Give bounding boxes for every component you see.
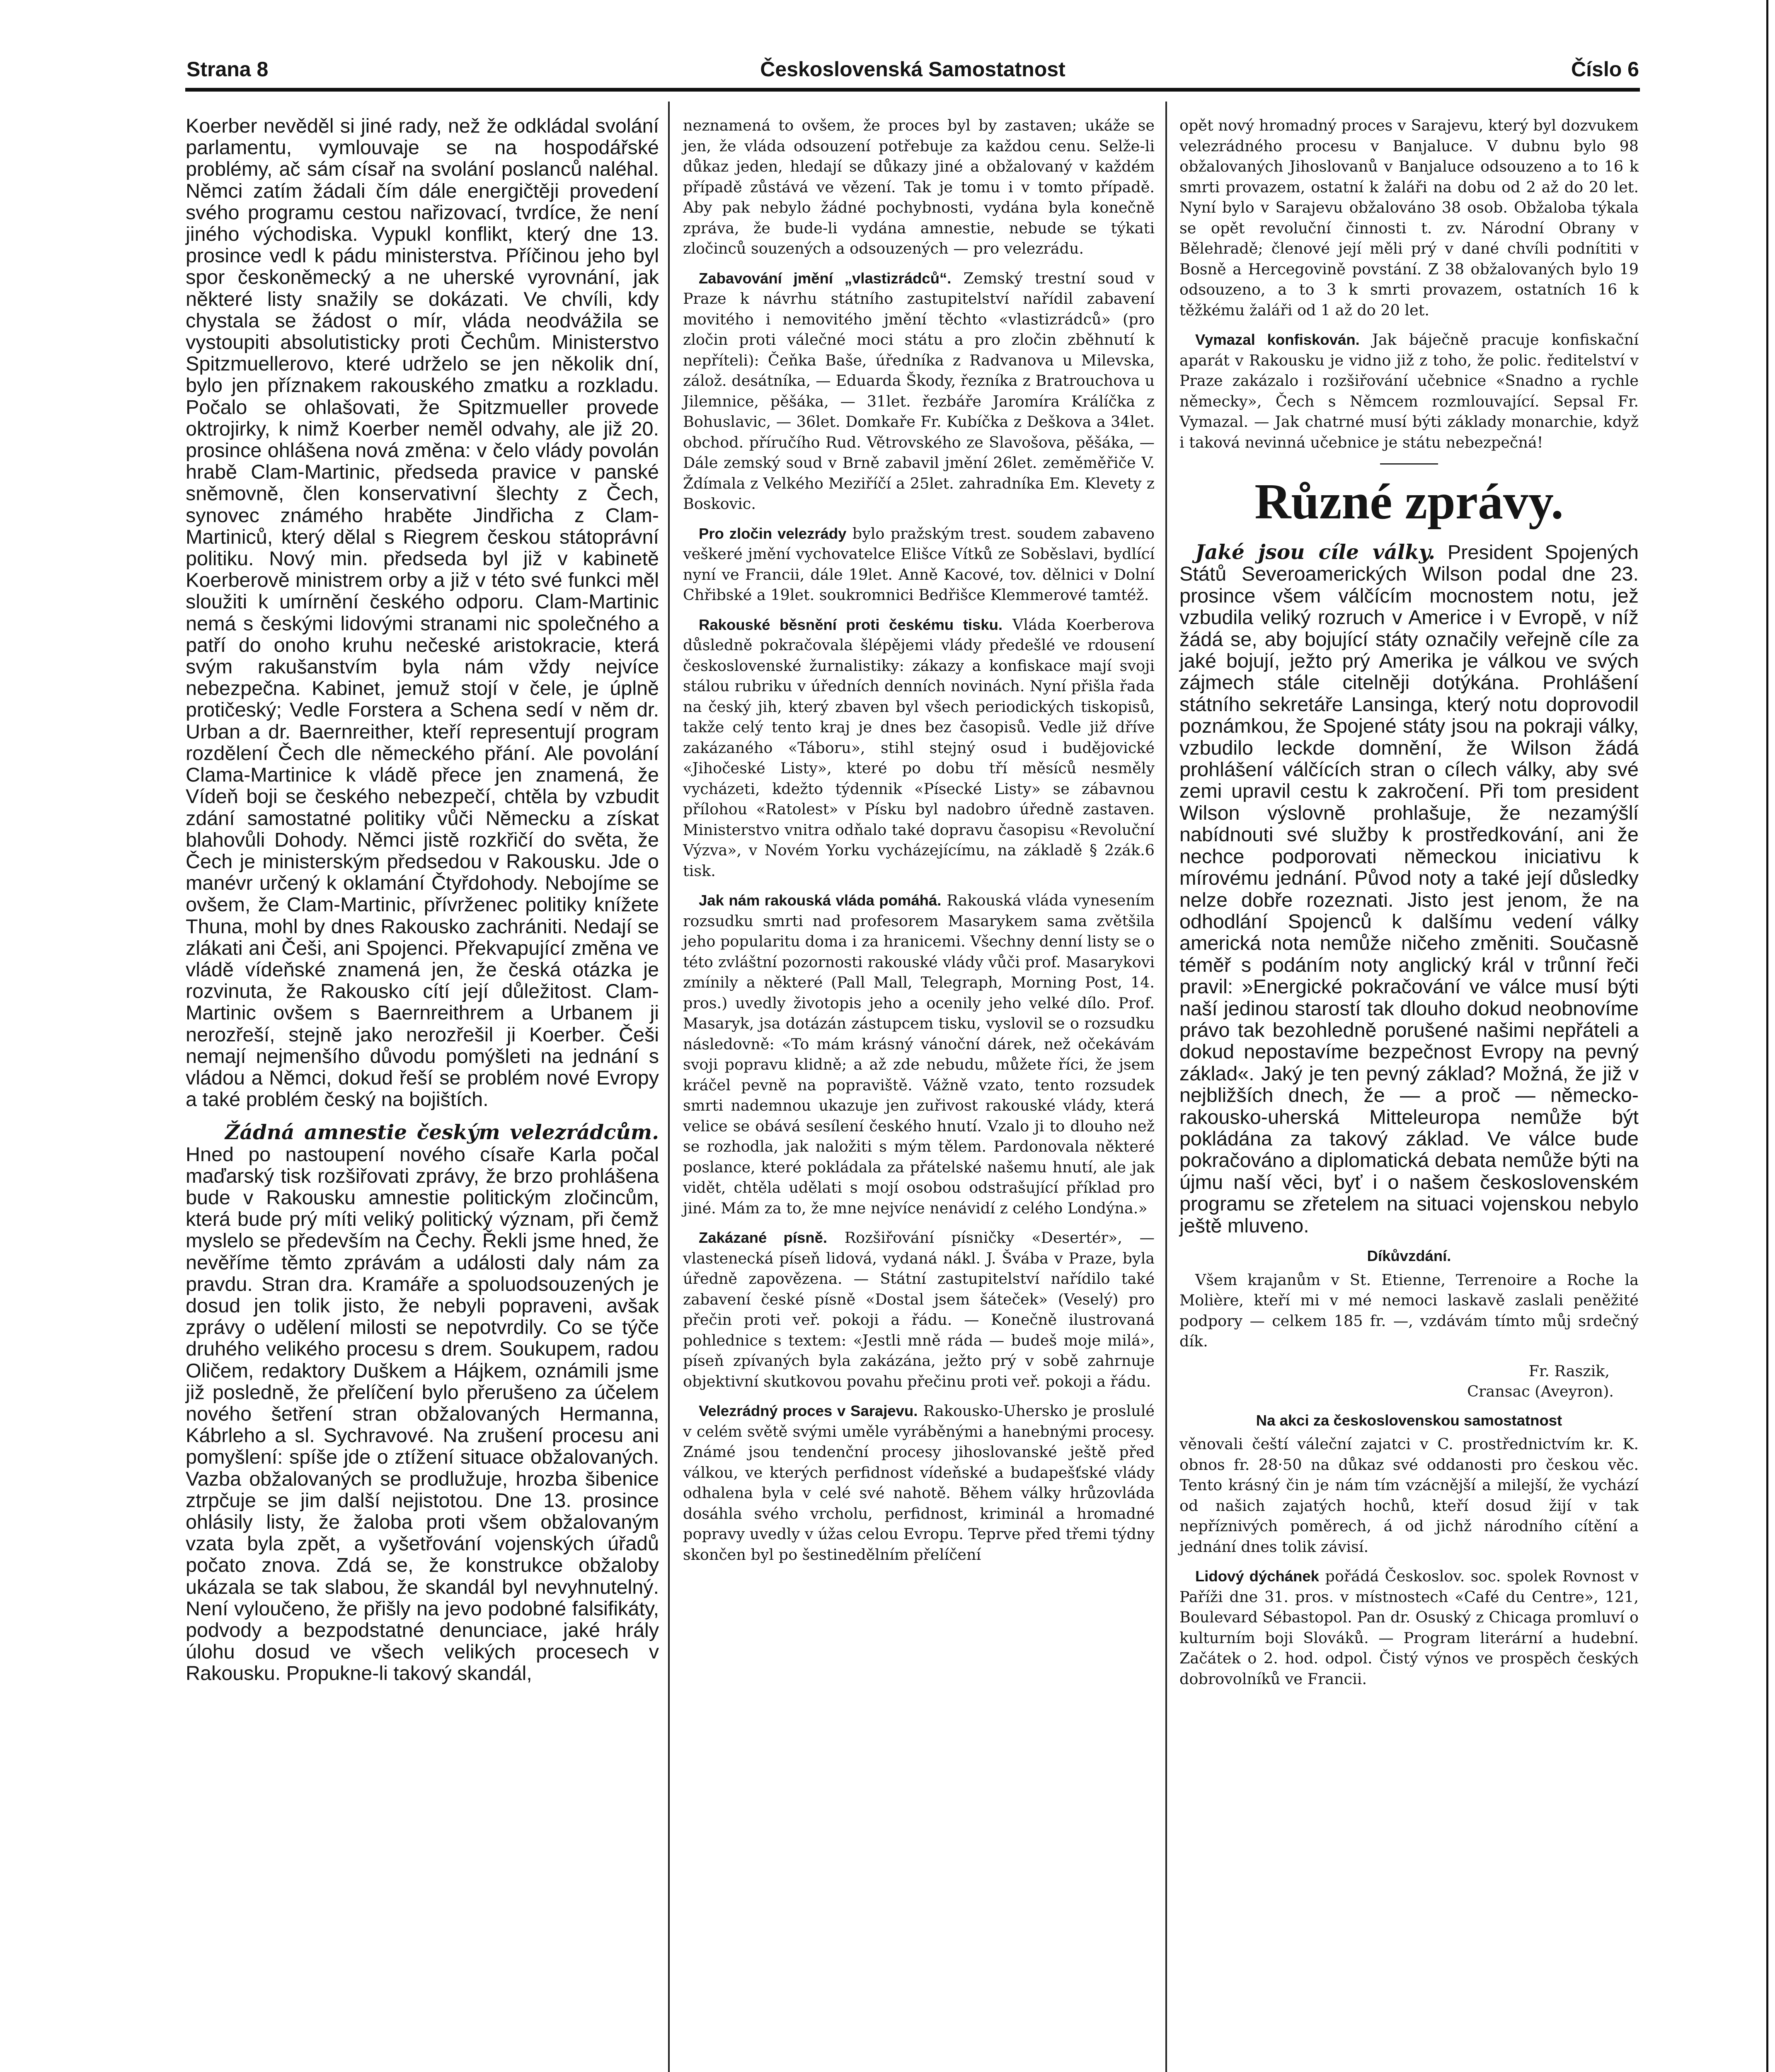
page-header xyxy=(186,57,1639,86)
section-separator xyxy=(1380,463,1438,465)
article-sarajevo xyxy=(683,1401,1155,1565)
article-zabavovani xyxy=(683,268,1155,514)
header-rule xyxy=(185,88,1640,92)
article-sarajevo-title: Velezrádný proces v Sarajevu. xyxy=(699,1402,918,1419)
article-vymazal-text: Jak báječně pracuje konfiskační aparát v Rakousku je vidno již z toho, že polic. ředitelství v Praze zakázalo i rozšiřování učebnice «Snadno a rychle německy», Čech s Němcem rozmlouvající. Sepsal Fr. Vymazal. — Jak chatrné musí býti základy monarchie, když i taková nevinná učebnice je státu nebezpečná! xyxy=(1179,331,1639,451)
article-koerber-text: Koerber nevěděl si jiné rady, než že odkládal svolání parlamentu, vymlouvaje se na hospodářské problémy, ač sám císař na svolání poslanců naléhal. Němci zatím žádali čím dále energičtěji provedení svého programu cestou nařizovací, tvrdíce, že není jiného východiska. Vypukl konflikt, který dne 13. prosince vedl k pádu ministerstva. Příčinou jeho byl spor českoněmecký a ne uherské vyrovnání, jak některé listy snažily se dokázati. Ve chvíli, kdy chystala se žádost o mír, vláda neodvážila se vystoupiti absolutisticky proti Čechům. Ministerstvo Spitzmuellerovo, které udrželo se jen několik dní, bylo jen příznakem rakouského zmatku a rozkladu. Počalo se ohlašovati, že Spitzmueller provede oktrojirky, k nimž Koerber neměl odvahy, ale již 20. prosince ohlášena nová změna: v čelo vlády povolán hrabě Clam-Martinic, předseda pravice v panské sněmovně, člen konservativní šlechty z Čech, synovec známého hraběte Jindřicha z Clam-Martiniců, který dělal s Riegrem českou státoprávní politiku. Nový min. předseda byl již v kabinetě Koerberově ministrem orby a již v této své funkci měl sloužiti k umírnění českého odporu. Clam-Martinic nemá s českými lidovými stranami nic společného a patří do onoho kruhu nečeské aristokracie, která svým rakušanstvím byla nám vždy nejvíce nebezpečna. Kabinet, jemuž stojí v čele, je úplně protičeský; Vedle Forstera a Schena sedí v něm dr. Urban a dr. Baernreither, kteří representují program rozdělení Čech dle německého přání. Ale povolání Clama-Martinice k vládě přece jen znamená, že Vídeň boji se českého nebezpečí, chtěla by vzbudit zdání samostatné politiky vůči Německu a získat blahovůli Dohody. Němci jistě rozkřičí do světa, že Čech je ministerským předsedou v Rakousku. Jde o manévr určený k oklamání Čtyřdohody. Nebojíme se ovšem, že Clam-Martinic, přívrženec politiky knížete Thuna, mohl by dnes Rakousko zachrániti. Nedají se zlákati ani Češi, ani Spojenci. Překvapující změna ve vládě vídeňské znamená jen, že česká otázka je rozvinuta, že Rakousko cítí její důležitost. Clam-Martinic ovšem s Baernreithrem a Urbanem ji nerozřeší, stejně jako nerozřešil ji Koerber. Češi nemají nejmenšího důvodu pomýšleti na jednání s vládou a Němci, dokud řeší se problém nové Evropy a také problém český na bojištích. xyxy=(186,115,659,1111)
article-cile-valky-title: Jaké jsou cíle války. xyxy=(1195,540,1436,564)
article-velezrada xyxy=(683,523,1155,605)
column-3 xyxy=(1179,115,1639,1698)
article-amnestie-continued: neznamená to ovšem, že proces byl by zastaven; ukáže se jen, že vláda odsouzení potřebuje za každou cenu. Selže-li důkaz jeden, hledají se důkazy jiné a obžalovaný v každém případě zůstává ve vězení. Tak je tomu i v tomto případě. Aby pak nebylo žádné pochybnosti, vydána byla konečně zpráva, že bude-li vydána amnestie, nebude se týkati zločinců souzených a odsouzených — pro velezrádu. xyxy=(683,116,1155,257)
article-amnestie xyxy=(186,1122,659,1684)
article-vymazal xyxy=(1179,329,1639,453)
section-heading: Různé zprávy. xyxy=(1254,474,1564,530)
page-number: Strana 8 xyxy=(186,58,269,81)
article-sarajevo-continued: opět nový hromadný proces v Sarajevu, který byl dozvukem velezrádného procesu v Banjaluce. V dubnu bylo 98 obžalovaných Jihoslovanů v Banjaluce odsouzeno a to 16 k smrti provazem, ostatní k žaláři na dobu od 2 až do 20 let. Nyní bylo v Sarajevu obžalováno 38 osob. Obžaloba týkala se opět revoluční činnosti t. zv. Národní Obrany v Bělehradě; členové její měli prý v dané chvíli podnítiti v Bosně a Hercegovině povstání. Z 38 obžalovaných bylo 19 odsouzeno, a to 3 k smrti provazem, ostatních 16 k těžkému žaláři od 1 až do 20 let. xyxy=(1179,116,1639,319)
article-besneni xyxy=(683,615,1155,881)
article-besneni-title: Rakouské běsnění proti českému tisku. xyxy=(699,616,1003,633)
article-dychanek-title: Lidový dýchánek xyxy=(1195,1568,1320,1585)
article-amnestie-text: Hned po nastoupení nového císaře Karla počal maďarský tisk rozšiřovati zprávy, že brzo prohlášena bude v Rakousku amnestie politickým zločincům, která bude prý míti veliký politický význam, při čemž myslelo se především na Čechy. Řekli jsme hned, že nevěříme těmto zprávám a události daly nám za pravdu. Stran dra. Kramáře a spoluodsouzených je dosud jen tolik jisto, že nebyli popraveni, avšak zprávy o udělení milosti se nepotvrdily. Co se týče druhého velikého procesu s drem. Soukupem, radou Oličem, redaktory Duškem a Hájkem, oznámili jsme již posledně, že přelíčení bylo přerušeno za účelem nového šetření stran obžalovaných Hermanna, Kábrleho a sl. Sychravové. Na zrušení procesu ani pomyšlení: spíše jde o ztížení situace obžalovaných. Vazba obžalovaných se prodlužuje, hrozba šibenice ztrpčuje se jim další nejistotou. Dne 13. prosince ohlásily listy, že žaloba proti všem obžalovaným vzata byla zpět, a vyšetřování vojenských úřadů počato znova. Zdá se, že konstrukce obžaloby ukázala se tak slabou, že skandál byl nevyhnutelný. Není vyloučeno, že přišly na jevo podobné falsifikáty, podvody a bezpodstatné denunciace, jaké hrály úlohu dosud ve všech velikých procesech v Rakousku. Propukne-li takový skandál, xyxy=(186,1143,659,1685)
column-divider-1 xyxy=(668,102,670,2072)
article-pisne-title: Zakázané písně. xyxy=(699,1229,828,1246)
thanks-title: Díkůvzdání. xyxy=(1367,1247,1451,1264)
article-vymazal-title: Vymazal konfiskován. xyxy=(1195,331,1360,348)
article-pomaha-title: Jak nám rakouská vláda pomáhá. xyxy=(699,892,942,909)
thanks-text: Všem krajanům v St. Etienne, Terrenoire a Roche la Molière, kteří mi v mé nemoci laskavě zaslali peněžité podpory — celkem 185 fr. —, vzdávám tímto můj srdečný dík. xyxy=(1179,1271,1639,1350)
article-velezrada-text: bylo pražským trest. soudem zabaveno veškeré jmění vychovatelce Elišce Vítků ze Soběslavi, bydlící nyní ve Francii, dále 19let. Anně Kacové, tov. dělnici v Dolní Chřibské a 19let. soukromnici Bedřišce Klemmerové tamtéž. xyxy=(683,524,1155,604)
article-dychanek-text: pořádá Českoslov. soc. spolek Rovnost v Paříži dne 31. pros. v místnostech «Café du Centre», 121, Boulevard Sébastopol. Pan dr. Osuský z Chicaga promluví o kulturním boji Slováků. — Program literární a hudební. Začátek o 2. hod. odpol. Čistý výnos ve prospěch českých dobrovolníků ve Francii. xyxy=(1179,1567,1639,1688)
article-dychanek xyxy=(1179,1566,1639,1689)
article-amnestie-title: Žádná amnestie českým velezrádcům. xyxy=(225,1121,659,1145)
page-edge-line xyxy=(1766,0,1768,2072)
article-pomaha xyxy=(683,890,1155,1218)
article-sarajevo-text: Rakousko-Uhersko je proslulé v celém světě svými uměle vyráběnými a hanebnými procesy. Známé jsou tendenční procesy jihoslovanské ještě před válkou, ve kterých perfidnost vídeňské a budapešťské vlády odhalena byla v celé své nahotě. Během války hrůzovláda dosáhla svého vrcholu, perfidnost, kriminál a hromadné popravy uvedly v úžas celou Evropu. Teprve před třemi týdny skončen byl po šestinedělním přelíčení xyxy=(683,1402,1155,1564)
newspaper-title: Československá Samostatnost xyxy=(760,58,1065,81)
article-akce-text: věnovali čeští váleční zajatci v C. prostřednictvím kr. K. obnos fr. 28·50 na důkaz své oddanosti pro českou věc. Tento krásný čin je nám tím vzácnější a milejší, že vychází od našich zajatých hochů, kteří dosud žijí v tak nepříznivých poměrech, á od jichž národního cítění a jednání dnes tolik závisí. xyxy=(1179,1435,1639,1556)
article-velezrada-title: Pro zločin velezrády xyxy=(699,525,847,542)
column-divider-2 xyxy=(1165,102,1167,2072)
article-akce-title: Na akci za československou samostatnost xyxy=(1256,1411,1562,1429)
article-pomaha-text: Rakouská vláda vynesením rozsudku smrti nad profesorem Masarykem sama zvětšila jeho popularitu doma i za hranicemi. Všechny denní listy se o této zvláštní pozornosti rakouské vlády vůči prof. Masarykovi zmínily a některé (Pall Mall, Telegraph, Morning Post, 14. pros.) uvedly životopis jeho a ocenily jeho velké dílo. Prof. Masaryk, jsa dotázán zástupcem tisku, vyslovil se o rozsudku následovně: «To mám krásný vánoční dárek, než očekávám svoji popravu klidně; a až zde nebudu, můžete říci, že jsem kráčel pevně na popraviště. Vážně vzato, tento rozsudek smrti nademnou ukazuje jen zuřivost rakouské vlády, která velice se obává sesílení českého hnutí. Vzalo ji to dlouho než se rozhodla, jak naložiti s mým tělem. Pardonovala některé poslance, které pokládala za přátelské našemu hnutí, ale jak vidět, chtěla udělati s mojí osobou odstrašující příklad pro jiné. Mám za to, že mne nejvíce nenávidí z celého Londýna.» xyxy=(683,891,1155,1217)
column-1 xyxy=(186,115,659,1696)
issue-number: Číslo 6 xyxy=(1571,58,1639,81)
article-cile-valky xyxy=(1179,542,1639,1237)
thanks-signature-place: Cransac (Aveyron). xyxy=(1467,1382,1614,1400)
column-2 xyxy=(683,115,1155,1574)
article-pisne xyxy=(683,1227,1155,1392)
article-cile-valky-text: President Spojených Států Severoamerických Wilson podal dne 23. prosince všem válčícím mocnostem notu, jež vzbudila veliký rozruch v Americe i v Evropě, v níž žádá se, aby bojující státy označily veřejně cíle za jaké bojují, ježto prý Amerika je válkou ve svých zájmech stále citelněji dotýkána. Prohlášení státního sekretáře Lansinga, který notu doprovodil poznámkou, že Spojené státy jsou na pokraji války, vzbudilo leckde domnění, že Wilson žádá prohlášení válčících stran o cílech války, aby své zemi upravil cestu k zakročení. Při tom president Wilson výslovně prohlašuje, že nezamýšlí nabídnouti své služby k prostředkování, ani že nechce podporovati německou iniciativu k mírovému jednání. Původ noty a také její důsledky nelze dobře rozeznati. Jisto jest jenom, že na odhodlání Spojenců k dalšímu vedení války americká nota nemůže ničeho změniti. Současně téměř s podáním noty anglický král v trůnní řeči pravil: »Energické pokračování ve válce musí býti naší jedinou starostí tak dlouho dokud neobnovíme právo tak bezohledně porušené našimi nepřáteli a dokud nepostavíme bezpečnost Evropy na pevný základ«. Jaký je ten pevný základ? Možná, že již v nejbližších dnech, že — a proč — německo-rakousko-uherská Mitteleuropa nemůže být pokládána za takový základ. Ve válce bude pokračováno a diplomatická debata nemůže býti na újmu naší věci, byť i o našem československém programu se zřetelem na situaci vojenskou nebylo ještě mluveno. xyxy=(1179,541,1639,1237)
article-besneni-text: Vláda Koerberova důsledně pokračovala šlépějemi vlády předešlé ve rdousení československé žurnalistiky: zákazy a konfiskace mají svoji stálou rubriku v úředních denních novinách. Nyní přišla řada na český jih, který zbaven byl všech periodických tiskopisů, takže celý tento kraj je dnes bez časopisů. Vedle již dříve zakázaného «Táboru», stihl stejný osud i budějovické «Jihočeské Listy», které po dobu tří měsíců nesměly vycházeti, kdežto týdennik «Písecké Listy» se zábavnou přílohou «Ratolest» v Písku byl nadobro úředně zastaven. Ministerstvo vnitra odňalo také dopravu časopisu «Revoluční Výzva», v Novém Yorku vycházejícímu, na základě § 2zák.6 tisk. xyxy=(683,615,1155,880)
article-zabavovani-text: Zemský trestní soud v Praze k návrhu státního zastupitelství nařídil zabavení movitého i nemovitého jmění těchto «vlastizrádců» (pro zločin proti válečné moci státu a pro zločin zběhnutí k nepříteli): Čeňka Baše, úředníka z Radvanova u Milevska, zálož. desátníka, — Eduarda Škody, řezníka z Bratrouchova u Jilemnice, pěšáka, — 31let. řezbáře Jaromíra Králíčka z Bohuslavic, — 36let. Domkaře Fr. Kubíčka z Deškova a 34let. obchod. příručího Rud. Větrovského ze Slavošova, pěšáka, — Dále zemský soud v Brně zabavil jmění 26let. zeměměřiče V. Ždímala z Velkého Meziříčí a 25let. zahradníka Em. Klevety z Boskovic. xyxy=(683,269,1155,513)
article-zabavovani-title: Zabavování jmění „vlastizrádců“. xyxy=(699,269,952,287)
thanks-signature-name: Fr. Raszik, xyxy=(1528,1362,1610,1380)
article-pisne-text: Rozšiřování písničky «Desertér», — vlastenecká píseň lidová, vydaná nákl. J. Švába v Praze, byla úředně zapovězena. — Státní zastupitelství nařídilo také zabavení české písně «Dostal jsem šáteček» (Veselý) pro přečin proti veř. pokoji a řádu. — Konečně ilustrovaná pohlednice s textem: «Jestli mně ráda — budeš moje milá», píseň zpívaných byla zakázána, ježto prý v sobě zahrnuje objektivní skutkovou povahu přečinu proti veř. pokoji a řádu. xyxy=(683,1229,1155,1390)
